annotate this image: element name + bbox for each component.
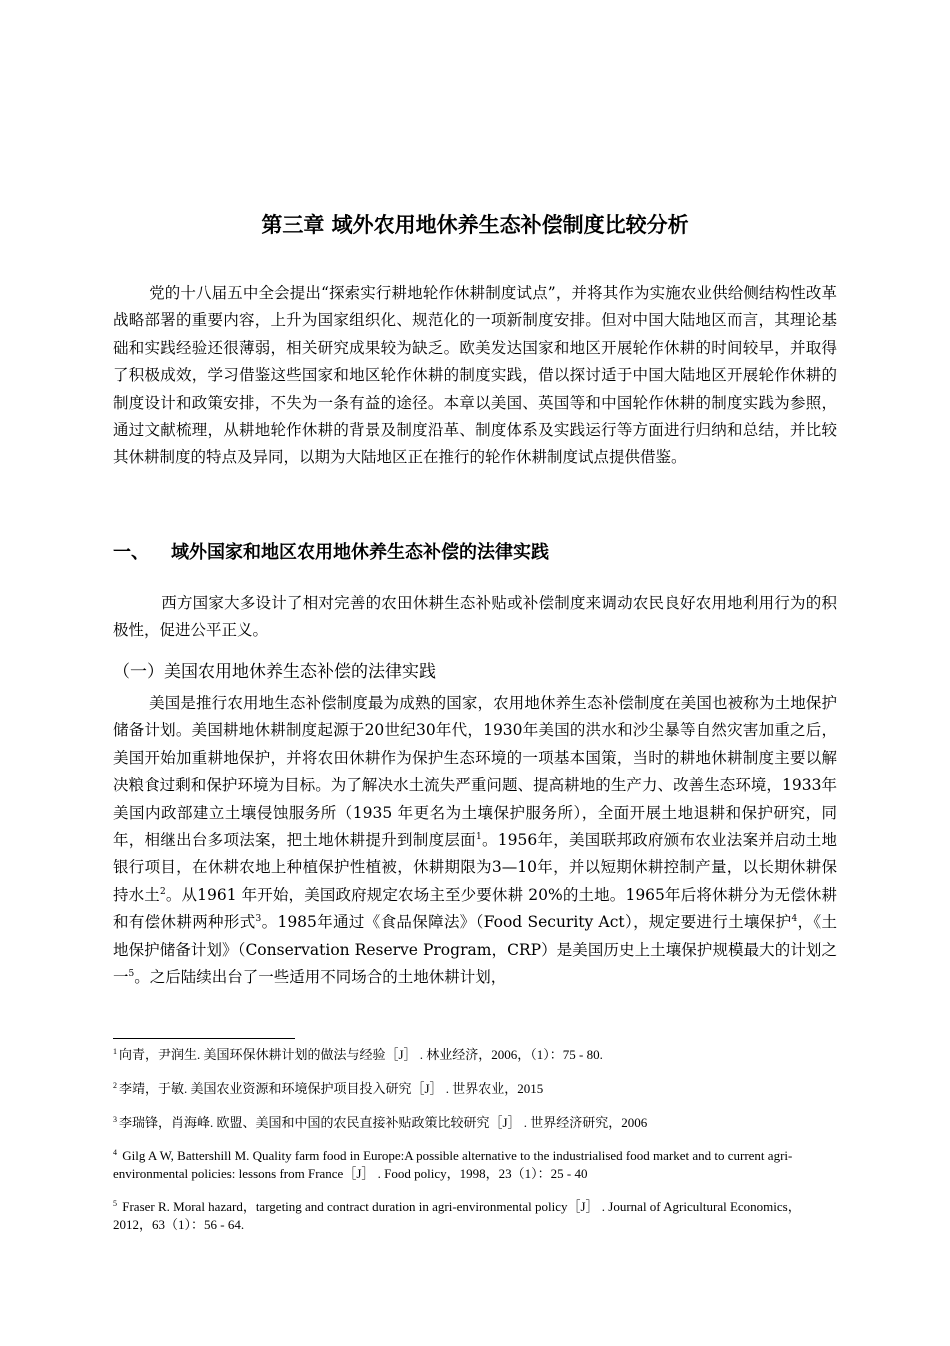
footnote-mark-1: 1 (113, 1046, 117, 1056)
body-text-3: 。从1961 年开始，美国政府规定农场主至少要休耕 20%的土地。1965年后将休耕分为无偿休耕和有偿休耕两种形式 (113, 885, 837, 932)
intro-paragraph (113, 280, 837, 472)
footnote-ref-1[interactable]: 1 (475, 831, 482, 842)
body-text-6: 。之后陆续出台了一些适用不同场合的土地休耕计划， (134, 968, 507, 987)
footnote-separator (113, 1038, 295, 1039)
footnote-1 (113, 1046, 837, 1064)
subsection-paragraph (113, 690, 837, 991)
footnote-4 (113, 1147, 837, 1183)
body-text-4: 。1985年通过《食品保障法》（Food Security Act），规定要进行土壤保护 (261, 913, 792, 932)
footnote-ref-3[interactable]: 3 (255, 914, 262, 925)
section-heading (113, 540, 549, 566)
footnote-text-3: 李瑞锋，肖海峰. 欧盟、美国和中国的农民直接补贴政策比较研究［J］ . 世界经济研究，2006 (119, 1115, 648, 1130)
footnote-text-5: Fraser R. Moral hazard，targeting and contract duration in agri-environmental policy［J］ . Journal of Agricultural Economics，2012，63（1）：56 - 64. (113, 1199, 801, 1232)
subsection-heading: （一）美国农用地休养生态补偿的法律实践 (113, 662, 436, 682)
footnote-ref-4[interactable]: 4 (791, 914, 798, 925)
body-text-1: 美国是推行农用地生态补偿制度最为成熟的国家，农用地休养生态补偿制度在美国也被称为土地保护储备计划。美国耕地休耕制度起源于20世纪30年代，1930年美国的洪水和沙尘暴等自然灾害加重之后，美国开始加重耕地保护，并将农田休耕作为保护生态环境的一项基本国策，当时的耕地休耕制度主要以解决粮食过剩和保护环境为目标。为了解决水土流失严重问题、提高耕地的生产力、改善生态环境，1933年美国内政部建立土壤侵蚀服务所（1935 年更名为土壤保护服务所），全面开展土地退耕和保护研究，同年，相继出台多项法案，把土地休耕提升到制度层面 (113, 694, 837, 850)
body-text-5: ，《土地保护储备计划》（Conservation Reserve Program，CRP）是美国历史上土壤保护规模最大的计划之一 (113, 913, 837, 987)
footnote-3 (113, 1114, 837, 1132)
footnote-text-1: 向青，尹润生. 美国环保休耕计划的做法与经验［J］ . 林业经济，2006，（1）：75 - 80. (119, 1047, 603, 1062)
footnote-ref-5[interactable]: 5 (128, 968, 135, 979)
section-title: 域外国家和地区农用地休养生态补偿的法律实践 (171, 542, 549, 563)
body-text-2: 。1956年，美国联邦政府颁布农业法案并启动土地银行项目，在休耕农地上种植保护性植被，休耕期限为3—10年，并以短期休耕控制产量，以长期休耕保持水土 (113, 831, 837, 904)
footnote-mark-5: 5 (113, 1198, 117, 1208)
footnote-mark-2: 2 (113, 1080, 117, 1090)
footnote-text-4: Gilg A W, Battershill M. Quality farm food in Europe:A possible alternative to the industrialised food market and to current agri-environmental policies: lessons from France［J］ . Food policy，1998，23（1）：25 - 40 (113, 1148, 793, 1181)
footnote-mark-4: 4 (113, 1147, 117, 1157)
footnote-ref-2[interactable]: 2 (159, 886, 166, 897)
footnote-mark-3: 3 (113, 1114, 117, 1124)
footnote-5 (113, 1198, 837, 1234)
intro-text: 党的十八届五中全会提出“探索实行耕地轮作休耕制度试点”，并将其作为实施农业供给侧结构性改革战略部署的重要内容，上升为国家组织化、规范化的一项新制度安排。但对中国大陆地区而言，其理论基础和实践经验还很薄弱，相关研究成果较为缺乏。欧美发达国家和地区开展轮作休耕的时间较早，并取得了积极成效，学习借鉴这些国家和地区轮作休耕的制度实践，借以探讨适于中国大陆地区开展轮作休耕的制度设计和政策安排，不失为一条有益的途径。本章以美国、英国等和中国轮作休耕的制度实践为参照，通过文献梳理，从耕地轮作休耕的背景及制度沿革、制度体系及实践运行等方面进行归纳和总结，并比较其休耕制度的特点及异同，以期为大陆地区正在推行的轮作休耕制度试点提供借鉴。 (113, 284, 837, 467)
footnote-text-2: 李靖，于敏. 美国农业资源和环境保护项目投入研究［J］ . 世界农业，2015 (119, 1081, 544, 1096)
section-number: 一、 (113, 542, 149, 563)
section-text: 西方国家大多设计了相对完善的农田休耕生态补贴或补偿制度来调动农民良好农用地利用行为的积极性，促进公平正义。 (113, 594, 837, 640)
footnote-2 (113, 1080, 837, 1098)
section-paragraph (113, 590, 837, 645)
chapter-title: 第三章 域外农用地休养生态补偿制度比较分析 (261, 213, 689, 237)
